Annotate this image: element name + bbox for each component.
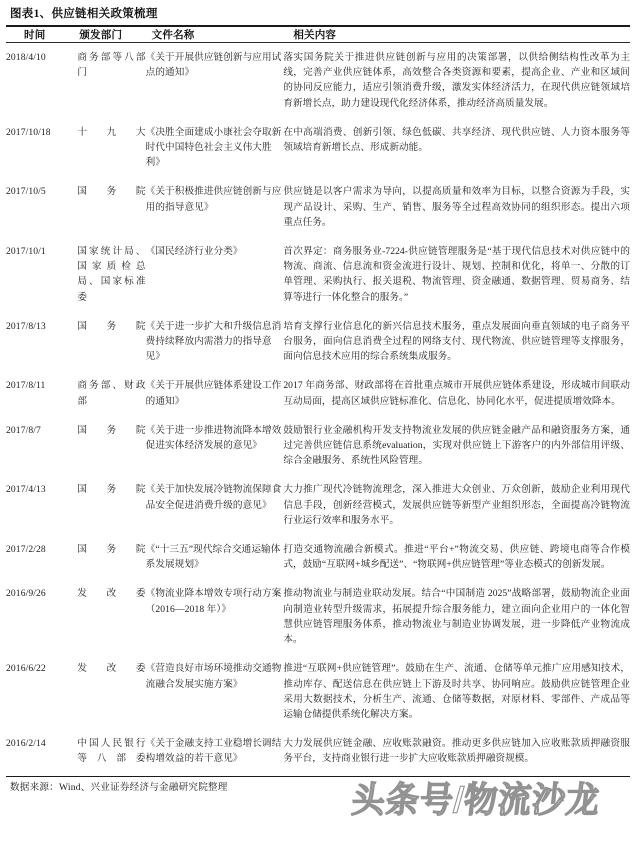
table-row (6, 312, 630, 372)
cell-department: 十九大 (77, 126, 146, 138)
cell-time: 2017/10/1 (6, 246, 46, 258)
cell-department: 商务部等八部门 (77, 52, 146, 79)
cell-document: 《“十三五”现代综合交通运输体系发展规划》 (145, 544, 281, 571)
table-row (6, 654, 630, 729)
table-row (6, 416, 630, 476)
cell-document: 《关于金融支持工业稳增长调结构增效益的若干意见》 (145, 738, 282, 765)
cell-document: 《国民经济行业分类》 (145, 246, 243, 258)
cell-content: 落实国务院关于推进供应链创新与应用的决策部署，以供给侧结构性改革为主线，完善产业供应链体系，高效整合各类资源和要素，提高企业、产业和区域间的协同反应能力，适应引领消费升级，激发实体经济活力，在现代供应链领域培育新增长点，助力建设现代化经济体系，推动经济高质量发展。 (283, 52, 630, 109)
cell-time: 2017/8/11 (6, 380, 46, 392)
cell-content: 推动物流业与制造业联动发展。结合“中国制造 2025”战略部署，鼓励物流企业面向制造业转型升级需求，拓展提升综合服务能力，建立面向企业用户的一体化智慧供应链管理服务体系，推动物流业与制造业协调发展，进一步降低产业物流成本。 (283, 588, 630, 646)
cell-time: 2016/9/26 (6, 588, 46, 600)
cell-document: 《决胜全面建成小康社会夺取新时代中国特色社会主义伟大胜利》 (145, 126, 282, 169)
column-header-document: 文件名称 (151, 30, 195, 41)
cell-document: 《关于开展供应链创新与应用试点的通知》 (145, 52, 282, 79)
cell-time: 2017/10/5 (6, 186, 46, 198)
cell-content: 供应链是以客户需求为导向，以提高质量和效率为目标，以整合资源为手段，实现产品设计、采购、生产、销售、服务等全过程高效协同的组织形态。提出六项重点任务。 (283, 186, 630, 228)
column-header-department: 颁发部门 (79, 30, 123, 41)
cell-time: 2017/10/18 (6, 126, 51, 138)
table-row (6, 535, 630, 579)
cell-time: 2017/8/13 (6, 320, 46, 332)
cell-content: 首次界定：商务服务业-7224-供应链管理服务是“基于现代信息技术对供应链中的物流、商流、信息流和资金流进行设计、规划、控制和优化，将单一、分散的订单管理、采购执行、报关退税、物流管理、资金融通、数据管理、贸易商务、结算等进行一体化整合的服务。” (283, 246, 630, 303)
watermark-text: 头条号/物流沙龙 (349, 779, 603, 820)
cell-department: 国务院 (77, 544, 146, 556)
cell-department: 国务院 (77, 320, 146, 332)
cell-content: 大力发展供应链金融、应收账款融资。推动更多供应链加入应收账款质押融资服务平台，支持商业银行进一步扩大应收账款质押融资规模。 (283, 738, 630, 765)
table-row (6, 579, 630, 654)
cell-document: 《关于进一步扩大和升级信息消费持续释放内需潜力的指导意见》 (145, 320, 282, 363)
column-header-content: 相关内容 (293, 30, 337, 41)
cell-department: 中国人民银行等八部委 (77, 738, 146, 765)
cell-content: 2017 年商务部、财政部将在首批重点城市开展供应链体系建设，形成城市间联动互动局面，提高区域供应链标准化、信息化、协同化水平，促进提质增效降本。 (283, 380, 630, 407)
table-row (6, 43, 630, 118)
cell-document: 《物流业降本增效专项行动方案（2016—2018 年）》 (145, 588, 282, 615)
cell-department: 发改委 (77, 588, 146, 600)
cell-content: 打造交通物流融合新模式。推进“平台+”物流交易、供应链、跨境电商等合作模式，鼓励“互联网+城乡配送”、“物联网+供应链管理”等业态模式的创新发展。 (283, 544, 630, 571)
cell-time: 2017/2/28 (6, 544, 46, 556)
policy-table (6, 27, 630, 42)
cell-content: 推进“互联网+供应链管理”。鼓励在生产、流通、仓储等单元推广应用感知技术，推动库存、配送信息在供应链上下游及时共享、协同响应。鼓励供应链管理企业采用大数据技术，分析生产、流通、仓储等数据，对原材料、零部件、产成品等运输仓储提供系统化解决方案。 (283, 663, 630, 720)
source-note: 数据来源：Wind、兴业证券经济与金融研究院整理 (10, 781, 228, 793)
cell-document: 《关于开展供应链体系建设工作的通知》 (145, 380, 282, 407)
table-header-row (6, 27, 630, 42)
cell-department: 国务院 (77, 186, 146, 198)
cell-content: 培育支撑行业信息化的新兴信息技术服务，重点发展面向垂直领域的电子商务平台服务，面向信息消费全过程的网络支付、现代物流、供应链管理等支撑服务，面向信息技术应用的综合系统集成服务。 (283, 320, 630, 363)
cell-document: 《营造良好市场环境推动交通物流融合发展实施方案》 (145, 663, 282, 690)
cell-department: 国务院 (77, 484, 146, 496)
cell-document: 《关于积极推进供应链创新与应用的指导意见》 (145, 186, 282, 213)
cell-time: 2016/6/22 (6, 663, 46, 675)
cell-time: 2016/2/14 (6, 738, 46, 750)
table-row (6, 237, 630, 312)
table-row (6, 729, 630, 773)
cell-department: 发改委 (77, 663, 146, 675)
cell-content: 在中高端消费、创新引领、绿色低碳、共享经济、现代供应链、人力资本服务等领域培育新增长点、形成新动能。 (283, 126, 630, 154)
page-title: 图表1、供应链相关政策梳理 (10, 8, 158, 20)
table-row (6, 475, 630, 535)
cell-document: 《关于进一步推进物流降本增效促进实体经济发展的意见》 (145, 424, 282, 452)
table-row (6, 118, 630, 178)
cell-time: 2017/8/7 (6, 424, 41, 436)
cell-content: 鼓励银行业金融机构开发支持物流业发展的供应链金融产品和融资服务方案，通过完善供应链信息系统evaluation，实现对供应链上下游客户的内外部信用评级、综合金融服务、系统性风险管理。 (283, 424, 630, 467)
cell-time: 2017/4/13 (6, 484, 46, 496)
table-row (6, 177, 630, 237)
table-body (6, 43, 630, 774)
cell-document: 《关于加快发展冷链物流保障食品安全促进消费升级的意见》 (145, 484, 282, 511)
column-header-time: 时间 (24, 30, 46, 41)
cell-department: 国务院 (77, 424, 146, 436)
policy-table-body (6, 43, 630, 774)
table-row (6, 371, 630, 415)
table-header (6, 27, 630, 42)
cell-department: 商务部、财政部 (77, 380, 146, 407)
cell-content: 大力推广现代冷链物流理念，深入推进大众创业、万众创新，鼓励企业利用现代信息手段，创新经营模式，发展供应链等新型产业组织形态，全面提高冷链物流行业运行效率和服务水平。 (283, 484, 630, 526)
cell-department: 国家统计局、国家质检总局、国家标准委 (77, 246, 146, 303)
cell-time: 2018/4/10 (6, 52, 46, 63)
